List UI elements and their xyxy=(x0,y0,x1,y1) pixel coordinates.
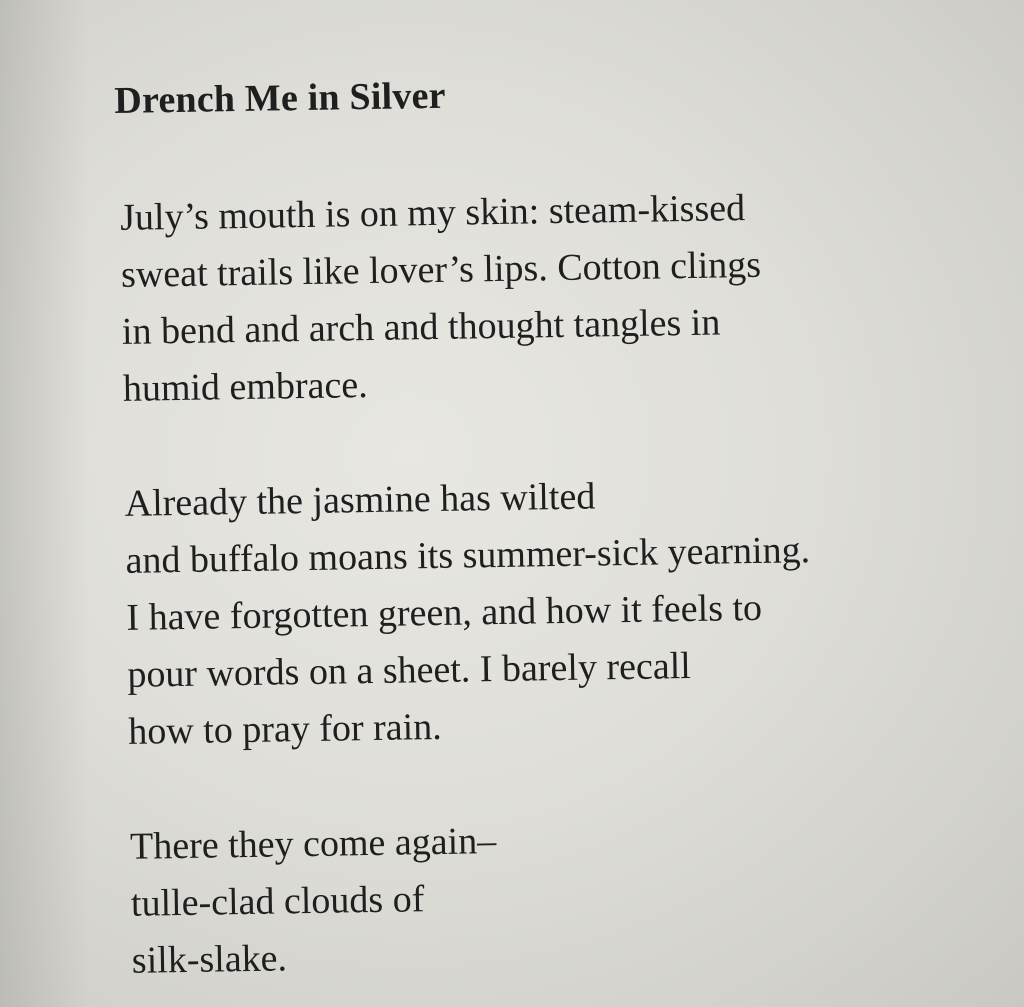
poem-line: silk-slake. xyxy=(131,937,288,982)
poem-line: pour words on a sheet. I barely recall xyxy=(127,644,692,696)
page-gutter-shadow xyxy=(0,0,90,1007)
poem-line: and buffalo moans its summer-sick yearning. xyxy=(125,529,811,582)
poem-line: I have forgotten green, and how it feels to xyxy=(126,586,763,639)
poem-line: humid embrace. xyxy=(122,364,368,410)
poem-line: sweat trails like lover’s lips. Cotton clings xyxy=(120,243,762,296)
poem-title: Drench Me in Silver xyxy=(114,74,446,122)
stanza-1 xyxy=(120,176,977,417)
poem-line: There they come again– xyxy=(129,820,497,868)
poem-line: in bend and arch and thought tangles in xyxy=(121,301,721,353)
stanza-2 xyxy=(124,462,982,760)
poem-line: Already the jasmine has wilted xyxy=(124,475,596,525)
poem-line: July’s mouth is on my skin: steam-kissed xyxy=(119,187,746,239)
poem-line: how to pray for rain. xyxy=(127,705,442,753)
stanza-3 xyxy=(130,805,987,989)
poem xyxy=(112,64,987,1007)
poem-line: tulle-clad clouds of xyxy=(130,878,425,925)
